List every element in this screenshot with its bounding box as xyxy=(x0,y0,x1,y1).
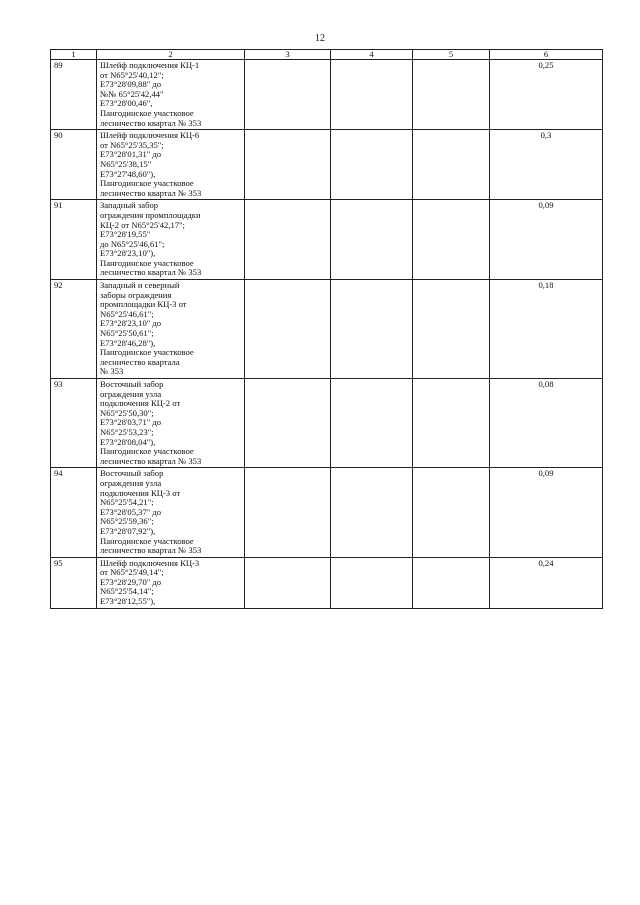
column-header: 3 xyxy=(245,50,331,60)
row-value: 0,18 xyxy=(490,280,603,379)
empty-cell xyxy=(245,557,331,608)
row-value: 0,25 xyxy=(490,60,603,130)
column-header: 6 xyxy=(490,50,603,60)
empty-cell xyxy=(245,130,331,200)
table-row xyxy=(51,379,603,468)
empty-cell xyxy=(413,468,490,557)
row-value: 0,3 xyxy=(490,130,603,200)
empty-cell xyxy=(245,379,331,468)
empty-cell xyxy=(413,379,490,468)
row-description: Восточный забор ограждения узла подключения КЦ-3 от N65°25'54,21"; E73°28'05,37" до N65°25'59,36"; E73°28'07,92"), Пангодинское участковое лесничество квартал № 353 xyxy=(97,468,245,557)
row-number: 89 xyxy=(51,60,97,130)
row-value: 0,09 xyxy=(490,200,603,280)
document-table xyxy=(50,49,603,609)
row-description: Западный забор ограждения промплощадки КЦ-2 от N65°25'42,17"; E73°28'19,55" до N65°25'46,61"; E73°28'23,10"), Пангодинское участковое лесничество квартал № 353 xyxy=(97,200,245,280)
row-number: 94 xyxy=(51,468,97,557)
empty-cell xyxy=(331,130,413,200)
empty-cell xyxy=(413,60,490,130)
empty-cell xyxy=(331,280,413,379)
row-number: 95 xyxy=(51,557,97,608)
empty-cell xyxy=(331,557,413,608)
row-description: Шлейф подключения КЦ-3 от N65°25'49,14"; E73°28'29,70" до N65°25'54,14"; E73°28'12,55"), xyxy=(97,557,245,608)
empty-cell xyxy=(413,200,490,280)
table-row xyxy=(51,468,603,557)
empty-cell xyxy=(245,468,331,557)
column-header: 5 xyxy=(413,50,490,60)
row-value: 0,24 xyxy=(490,557,603,608)
row-number: 93 xyxy=(51,379,97,468)
column-header: 4 xyxy=(331,50,413,60)
row-number: 90 xyxy=(51,130,97,200)
empty-cell xyxy=(331,60,413,130)
column-header: 2 xyxy=(97,50,245,60)
page-number: 12 xyxy=(315,33,325,44)
table-row xyxy=(51,557,603,608)
empty-cell xyxy=(245,280,331,379)
row-description: Шлейф подключения КЦ-6 от N65°25'35,35"; E73°28'01,31" до N65°25'38,15" E73°27'48,60"), Пангодинское участковое лесничество квартал № 353 xyxy=(97,130,245,200)
table-row xyxy=(51,130,603,200)
row-description: Западный и северный заборы ограждения промплощадки КЦ-3 от N65°25'46,61"; E73°28'23,10" до N65°25'50,61"; E73°28'46,28"), Пангодинское участковое лесничество квартала № 353 xyxy=(97,280,245,379)
column-header: 1 xyxy=(51,50,97,60)
empty-cell xyxy=(245,60,331,130)
empty-cell xyxy=(331,468,413,557)
row-description: Шлейф подключения КЦ-1 от N65°25'40,12"; E73°28'09,88" до №№ 65°25'42,44" E73°28'00,46", Пангодинское участковое лесничество квартал № 353 xyxy=(97,60,245,130)
row-number: 91 xyxy=(51,200,97,280)
empty-cell xyxy=(331,200,413,280)
empty-cell xyxy=(413,557,490,608)
empty-cell xyxy=(413,280,490,379)
table-row xyxy=(51,60,603,130)
table-row xyxy=(51,280,603,379)
empty-cell xyxy=(413,130,490,200)
empty-cell xyxy=(331,379,413,468)
table-row xyxy=(51,200,603,280)
row-number: 92 xyxy=(51,280,97,379)
header-row xyxy=(51,50,603,60)
empty-cell xyxy=(245,200,331,280)
row-description: Восточный забор ограждения узла подключения КЦ-2 от N65°25'50,30"; E73°28'03,71" до N65°25'53,23"; E73°28'08,04"), Пангодинское участковое лесничество квартал № 353 xyxy=(97,379,245,468)
row-value: 0,08 xyxy=(490,379,603,468)
row-value: 0,09 xyxy=(490,468,603,557)
